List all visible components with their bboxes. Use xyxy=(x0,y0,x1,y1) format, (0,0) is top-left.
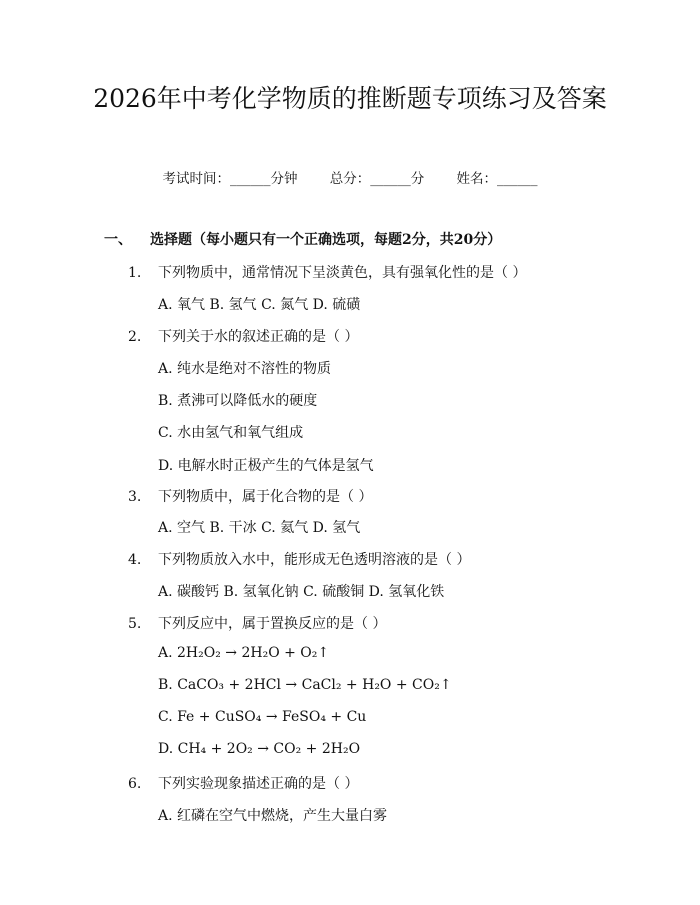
question-number: 6. xyxy=(128,776,142,792)
question-5-option-a: A. 2H₂O₂ → 2H₂O + O₂↑ xyxy=(158,645,330,661)
question-1-options: A. 氧气 B. 氢气 C. 氮气 D. 硫磺 xyxy=(158,297,361,313)
section-heading xyxy=(104,229,501,249)
question-4-options: A. 碳酸钙 B. 氢氧化钠 C. 硫酸铜 D. 氢氧化铁 xyxy=(158,584,445,600)
question-1 xyxy=(128,262,526,282)
question-number: 1. xyxy=(128,265,142,281)
question-text: 下列关于水的叙述正确的是（ ） xyxy=(158,329,359,345)
question-text: 下列物质中，通常情况下呈淡黄色，具有强氧化性的是（ ） xyxy=(158,265,527,281)
question-6-option-a: A. 红磷在空气中燃烧，产生大量白雾 xyxy=(158,808,388,824)
section-title: 选择题（每小题只有一个正确选项，每题2分，共20分） xyxy=(150,232,502,248)
question-text: 下列物质中，属于化合物的是（ ） xyxy=(158,489,373,505)
question-6 xyxy=(128,773,358,793)
question-text: 下列反应中，属于置换反应的是（ ） xyxy=(158,616,387,632)
question-4 xyxy=(128,549,470,569)
question-3-options: A. 空气 B. 干冰 C. 氦气 D. 氢气 xyxy=(158,520,361,536)
question-3 xyxy=(128,486,372,506)
question-number: 2. xyxy=(128,329,142,345)
question-5-option-d: D. CH₄ + 2O₂ → CO₂ + 2H₂O xyxy=(158,741,361,757)
total-score: 总分：______分 xyxy=(329,171,425,187)
exam-time: 考试时间：______分钟 xyxy=(162,171,298,187)
question-text: 下列实验现象描述正确的是（ ） xyxy=(158,776,359,792)
question-2-option-d: D. 电解水时正极产生的气体是氢气 xyxy=(158,458,374,474)
document-title: 2026年中考化学物质的推断题专项练习及答案 xyxy=(93,84,607,113)
question-2-option-b: B. 煮沸可以降低水的硬度 xyxy=(158,393,318,409)
question-2-option-c: C. 水由氢气和氧气组成 xyxy=(158,425,304,441)
question-2-option-a: A. 纯水是绝对不溶性的物质 xyxy=(158,361,332,377)
question-2 xyxy=(128,326,358,346)
question-5-option-b: B. CaCO₃ + 2HCl → CaCl₂ + H₂O + CO₂↑ xyxy=(158,677,452,693)
question-5-option-c: C. Fe + CuSO₄ → FeSO₄ + Cu xyxy=(158,709,367,725)
question-text: 下列物质放入水中，能形成无色透明溶液的是（ ） xyxy=(158,552,471,568)
question-5 xyxy=(128,613,386,633)
question-number: 4. xyxy=(128,552,142,568)
question-number: 5. xyxy=(128,616,142,632)
exam-meta xyxy=(0,167,700,187)
question-number: 3. xyxy=(128,489,142,505)
student-name: 姓名：______ xyxy=(456,171,538,187)
section-number: 一、 xyxy=(104,232,132,248)
